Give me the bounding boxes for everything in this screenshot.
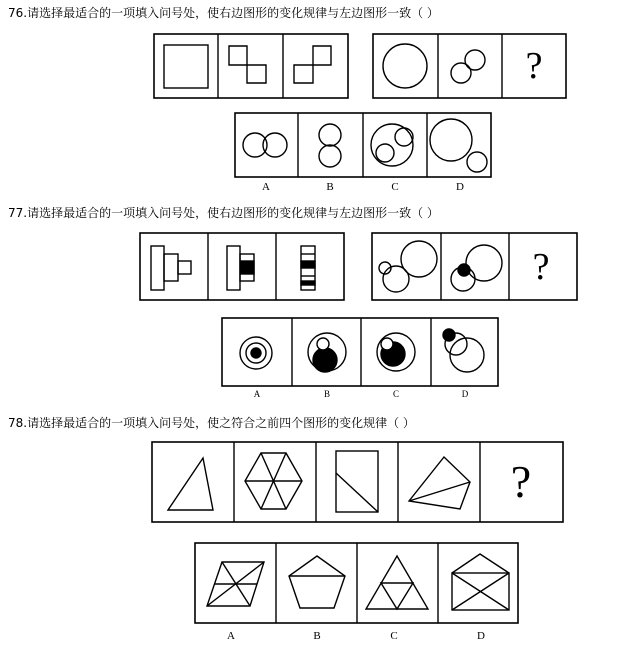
q76-question-mark: ?: [525, 45, 543, 87]
q76-options: [235, 113, 491, 177]
q76-square: [164, 45, 208, 88]
q76-steps-up: [294, 46, 331, 83]
q77-options: [222, 318, 498, 386]
q78-question-mark: ?: [510, 456, 532, 507]
q76-option-d[interactable]: D: [456, 181, 464, 193]
q76-option-c[interactable]: C: [391, 181, 399, 193]
q77-option-b[interactable]: B: [323, 389, 330, 399]
q76-big-circle: [383, 44, 427, 88]
q77-option-a[interactable]: A: [253, 389, 261, 399]
q78-option-d[interactable]: D: [477, 630, 485, 642]
q76-option-a[interactable]: A: [262, 181, 270, 193]
q78-option-c[interactable]: C: [390, 630, 398, 642]
q77-option-d[interactable]: D: [461, 389, 469, 399]
q78-triangle: [168, 458, 213, 510]
q76-option-b[interactable]: B: [326, 181, 334, 193]
q76-left-panel: [154, 34, 348, 98]
question-77-text: 77.请选择最适合的一项填入问号处，使右边图形的变化规律与左边图形一致（ ）: [8, 206, 439, 220]
q78-option-a[interactable]: A: [227, 630, 235, 642]
q76-steps-down: [229, 46, 266, 83]
question-78-text: 78.请选择最适合的一项填入问号处，使之符合之前四个图形的变化规律（ ）: [8, 416, 415, 430]
q77-option-c[interactable]: C: [392, 389, 399, 399]
q77-question-mark: ?: [532, 246, 550, 288]
question-76-text: 76.请选择最适合的一项填入问号处，使右边图形的变化规律与左边图形一致（ ）: [8, 6, 439, 20]
q77-left-panel: [140, 233, 344, 300]
q78-options: [195, 543, 518, 623]
q78-option-b[interactable]: B: [313, 630, 321, 642]
